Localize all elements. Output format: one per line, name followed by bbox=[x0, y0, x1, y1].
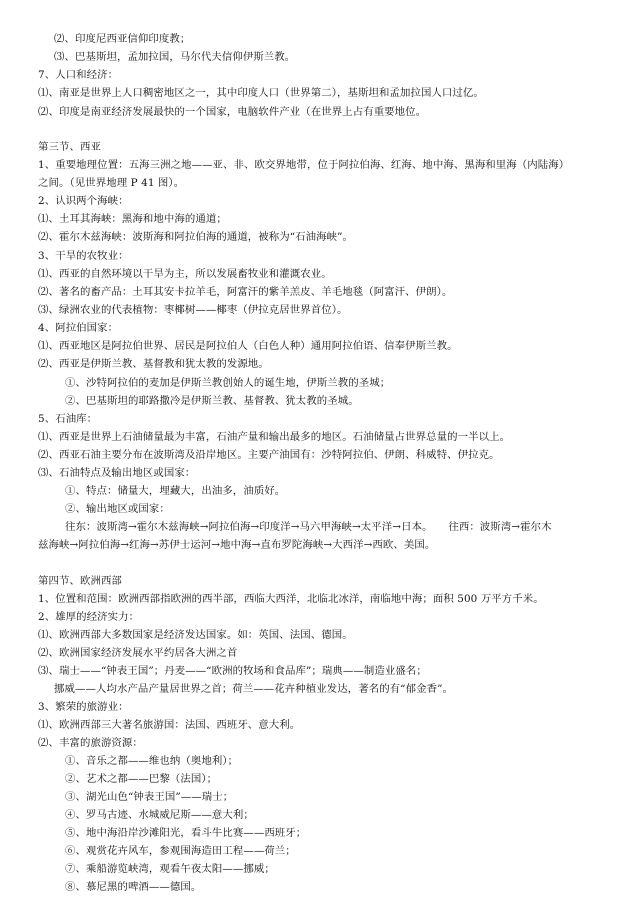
text-line: ⑴、西亚的自然环境以干旱为主，所以发展畜牧业和灌溉农业。 bbox=[38, 268, 332, 280]
text-line: ⑶、石油特点及输出地区或国家： bbox=[38, 467, 196, 479]
text-line: 3、繁荣的旅游业： bbox=[38, 701, 129, 713]
text-line: ⑵、丰富的旅游资源： bbox=[38, 737, 143, 749]
text-line: ⑴、欧洲西部大多数国家是经济发达国家。如：英国、法国、德国。 bbox=[38, 629, 353, 641]
text-line: ②、艺术之都——巴黎（法国）； bbox=[65, 773, 218, 785]
text-line: ⑴、南亚是世界上人口稠密地区之一，其中印度人口（世界第二），基斯坦和孟加拉国人口过亿。 bbox=[38, 87, 484, 99]
text-line: 2、雄厚的经济实力： bbox=[38, 611, 140, 623]
text-line: 3、干旱的农牧业： bbox=[38, 250, 129, 262]
text-line: ④、罗马古迹、水城威尼斯——意大利； bbox=[65, 809, 254, 821]
text-line: ⑶、巴基斯坦，孟加拉国，马尔代夫信仰伊斯兰教。 bbox=[54, 51, 296, 63]
text-line: ①、音乐之都——维也纳（奥地利）； bbox=[65, 755, 239, 767]
text-line: 5、石油库： bbox=[38, 413, 98, 425]
text-line: ⑵、霍尔木兹海峡：波斯海和阿拉伯海的通道，被称为“石油海峡”。 bbox=[38, 231, 354, 243]
text-line: ②、巴基斯坦的耶路撒冷是伊斯兰教、基督教、犹太教的圣城。 bbox=[65, 395, 359, 407]
text-line: ⑵、西亚是伊斯兰教、基督教和犹太教的发源地。 bbox=[38, 358, 269, 370]
text-line: ⑶、绿洲农业的代表植物：枣椰树——椰枣（伊拉克居世界首位）。 bbox=[38, 304, 348, 316]
text-line: 第三节、西亚 bbox=[38, 141, 101, 153]
text-line: 4、阿拉伯国家： bbox=[38, 322, 119, 334]
text-line: 7、人口和经济： bbox=[38, 69, 119, 81]
text-line: ⑵、欧洲国家经济发展水平约居各大洲之首 bbox=[38, 647, 238, 659]
text-line: ⑶、瑞士——“钟表王国”；丹麦——“欧洲的牧场和食品库”；瑞典——制造业盛名； bbox=[38, 665, 427, 677]
text-line: ⑤、地中海沿岸沙滩阳光，看斗牛比赛——西班牙； bbox=[65, 827, 307, 839]
text-line: 挪威——人均水产品产量居世界之首；荷兰——花卉种植业发达，著名的有“郁金香”。 bbox=[54, 683, 453, 695]
text-line: ⑵、西亚石油主要分布在波斯湾及沿岸地区。主要产油国有：沙特阿拉伯、伊朗、科威特、伊拉克。 bbox=[38, 449, 500, 461]
text-line: 2、认识两个海峡： bbox=[38, 195, 129, 207]
text-line: ⑴、西亚地区是阿拉伯世界、居民是阿拉伯人（白色人种）通用阿拉伯语、信奉伊斯兰教。 bbox=[38, 340, 458, 352]
text-line: ⑵、著名的畜产品：土耳其安卡拉羊毛，阿富汗的紫羊羔皮、羊毛地毯（阿富汗、伊朗）。 bbox=[38, 286, 453, 298]
text-line: 兹海峡→阿拉伯海→红海→苏伊士运河→地中海→直布罗陀海峡→大西洋→西欧、美国。 bbox=[38, 539, 436, 551]
text-line: 第四节、欧洲西部 bbox=[38, 575, 122, 587]
text-line: ③、湖光山色“钟表王国”——瑞士； bbox=[65, 791, 234, 803]
text-line: ⑵、印度是南亚经济发展最快的一个国家，电脑软件产业（在世界上占有重要地位。 bbox=[38, 106, 427, 118]
text-line: ⑥、观赏花卉风车，参观围海造田工程——荷兰； bbox=[65, 845, 296, 857]
text-line: 往东：波斯湾→霍尔木兹海峡→阿拉伯海→印度洋→马六甲海峡→太平洋→日本。 往西：波斯湾→霍尔木 bbox=[65, 521, 552, 533]
text-line: 1、位置和范围：欧洲西部指欧洲的西半部，西临大西洋，北临北冰洋，南临地中海；面积 500 万平方千米。 bbox=[38, 593, 544, 605]
text-line: ⑴、西亚是世界上石油储量最为丰富，石油产量和输出最多的地区。石油储量占世界总量的一半以上。 bbox=[38, 431, 511, 443]
text-line: ⑴、欧洲西部三大著名旅游国：法国、西班牙、意大利。 bbox=[38, 719, 301, 731]
text-line: 1、重要地理位置：五海三洲之地——亚、非、欧交界地带，位于阿拉伯海、红海、地中海、黑海和里海（内陆海） bbox=[38, 159, 570, 171]
text-line: ②、输出地区或国家： bbox=[65, 503, 170, 515]
text-line: ⑴、土耳其海峡：黑海和地中海的通道； bbox=[38, 213, 227, 225]
text-line: ⑧、慕尼黑的啤酒——德国。 bbox=[65, 881, 202, 893]
text-line: ⑵、印度尼西亚信仰印度教； bbox=[54, 33, 191, 45]
text-line: ⑦、乘船游览峡湾，观看午夜太阳——挪威； bbox=[65, 863, 275, 875]
text-line: ①、沙特阿拉伯的麦加是伊斯兰教创始人的诞生地，伊斯兰教的圣城； bbox=[65, 377, 391, 389]
text-line: ①、特点：储量大，埋藏大，出油多，油质好。 bbox=[65, 485, 286, 497]
text-line: 之间。（见世界地理 P 41 图）。 bbox=[38, 177, 185, 189]
